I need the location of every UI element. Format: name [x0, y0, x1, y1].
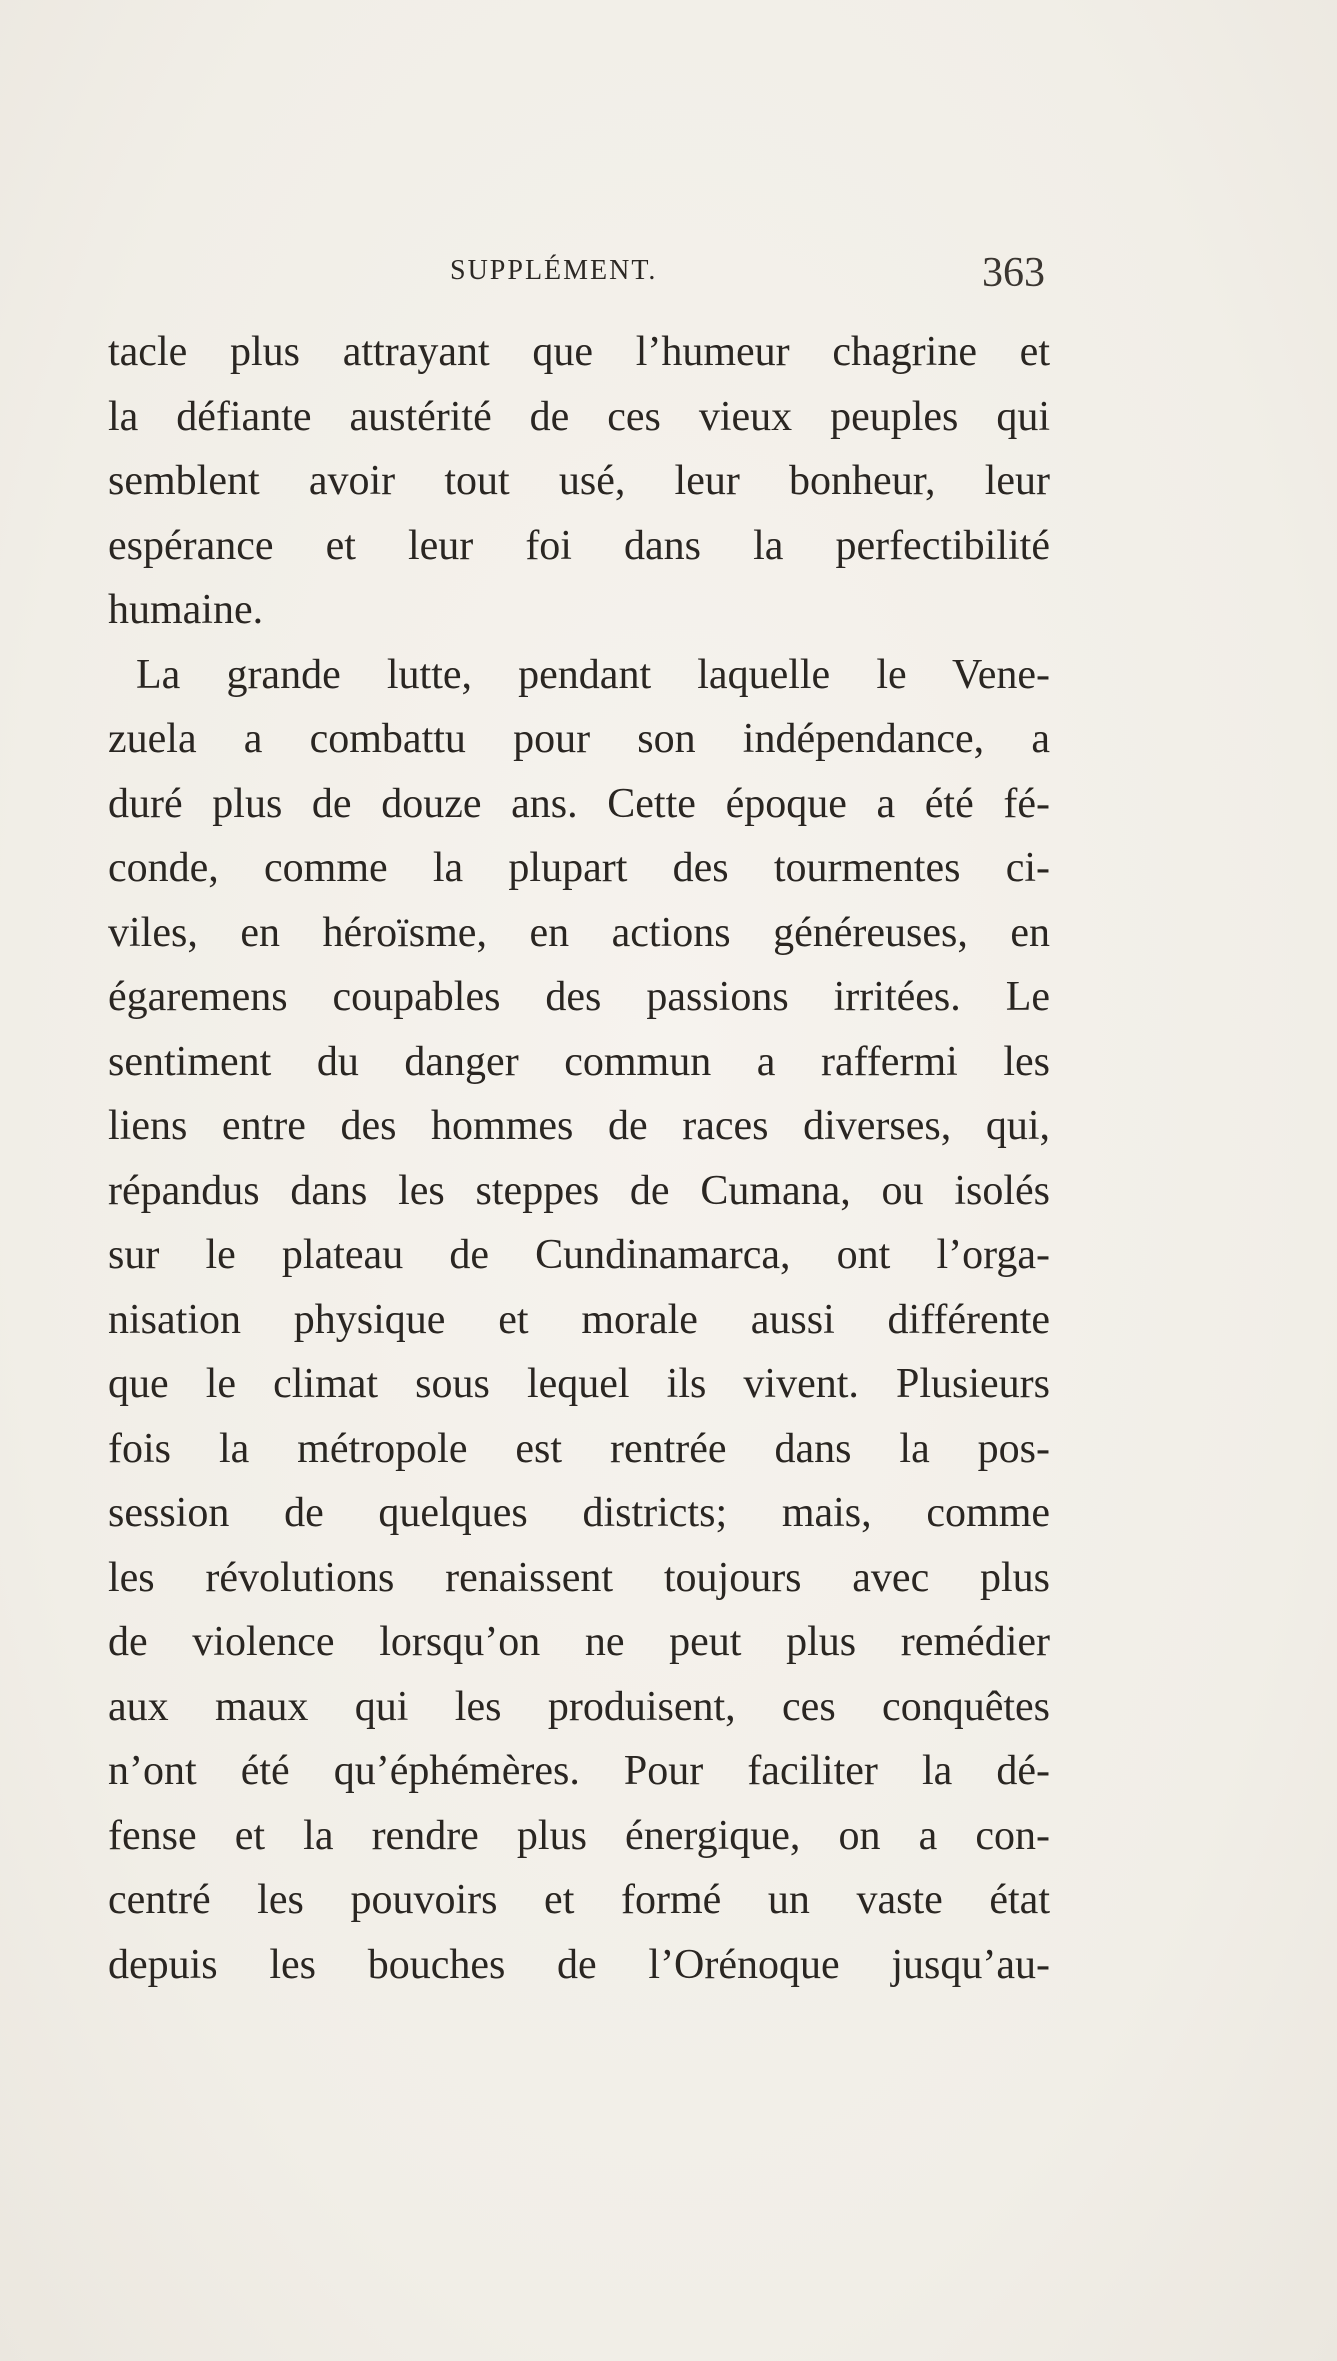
- text-line: fense et la rendre plus énergique, on a con-: [108, 1812, 1050, 1859]
- text-line: espérance et leur foi dans la perfectibilité: [108, 522, 1050, 569]
- text-line: duré plus de douze ans. Cette époque a été fé-: [108, 780, 1050, 827]
- text-line: répandus dans les steppes de Cumana, ou isolés: [108, 1167, 1050, 1214]
- text-line: la défiante austérité de ces vieux peuples qui: [108, 393, 1050, 440]
- running-head: SUPPLÉMENT.: [450, 255, 658, 286]
- text-line: tacle plus attrayant que l’humeur chagrine et: [108, 329, 1050, 375]
- text-line: nisation physique et morale aussi différente: [108, 1296, 1050, 1343]
- text-line: conde, comme la plupart des tourmentes ci-: [108, 845, 1050, 891]
- text-line: n’ont été qu’éphémères. Pour faciliter la dé-: [108, 1748, 1050, 1794]
- text-line: liens entre des hommes de races diverses, qui,: [108, 1103, 1050, 1149]
- text-line: depuis les bouches de l’Orénoque jusqu’au-: [108, 1941, 1050, 1988]
- text-line: La grande lutte, pendant laquelle le Vene-: [136, 651, 1050, 698]
- text-line: que le climat sous lequel ils vivent. Plusieurs: [108, 1361, 1050, 1407]
- text-line: viles, en héroïsme, en actions généreuses, en: [108, 909, 1050, 956]
- text-line: sentiment du danger commun a raffermi les: [108, 1038, 1050, 1085]
- text-line: égaremens coupables des passions irritées. Le: [108, 974, 1050, 1020]
- page-header: [110, 250, 1045, 296]
- text-line: sur le plateau de Cundinamarca, ont l’orga-: [108, 1232, 1050, 1278]
- page-number: 363: [982, 250, 1045, 296]
- text-line: les révolutions renaissent toujours avec plus: [108, 1554, 1050, 1601]
- text-line: semblent avoir tout usé, leur bonheur, leur: [108, 458, 1050, 504]
- body-text: [108, 320, 1050, 1997]
- text-line: fois la métropole est rentrée dans la pos-: [108, 1425, 1050, 1472]
- text-line: session de quelques districts; mais, comme: [108, 1490, 1050, 1536]
- text-line: zuela a combattu pour son indépendance, a: [108, 716, 1050, 762]
- text-line: de violence lorsqu’on ne peut plus remédier: [108, 1619, 1050, 1665]
- text-line: humaine.: [108, 587, 264, 633]
- text-line: aux maux qui les produisent, ces conquêtes: [108, 1683, 1050, 1730]
- text-line: centré les pouvoirs et formé un vaste état: [108, 1877, 1050, 1923]
